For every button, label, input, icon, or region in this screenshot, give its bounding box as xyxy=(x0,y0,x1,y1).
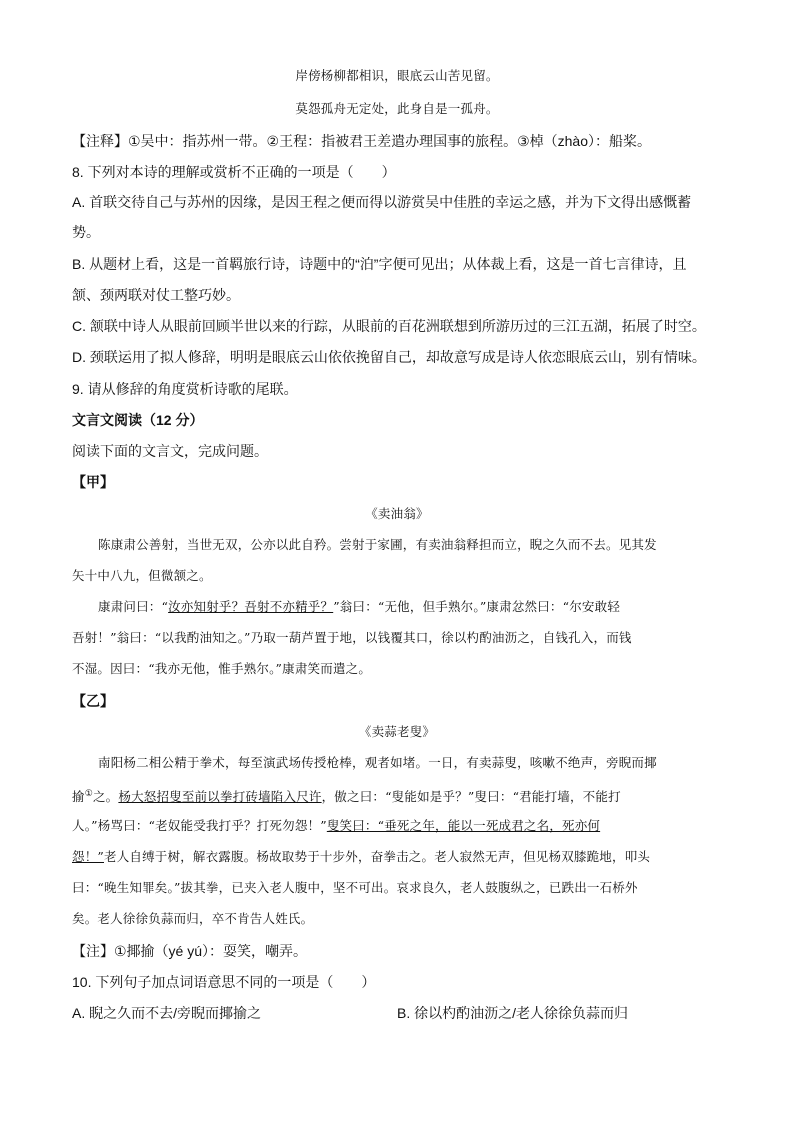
q10-option-a: A. 睨之久而不去/旁睨而揶揄之 xyxy=(72,1005,262,1021)
underlined-sentence: 汝亦知射乎？吾射不亦精乎？ xyxy=(168,599,334,614)
passage-yi-line xyxy=(72,816,722,836)
text-span: 之。 xyxy=(92,789,119,805)
q8-option-d: D. 颈联运用了拟人修辞，明明是眼底云山依依挽留自己，却故意写成是诗人依恋眼底云山，别有情味。 xyxy=(72,349,706,365)
poem-line-4: 莫怨孤舟无定处，此身自是一孤舟。 xyxy=(295,101,499,116)
text-span: ”翁曰：“无他，但手熟尔。”康肃忿然曰：“尔安敢轻 xyxy=(333,599,621,614)
text-span: 揄 xyxy=(72,789,85,805)
q10-stem: 10. 下列句子加点词语意思不同的一项是（ ） xyxy=(72,974,376,990)
passage-jia-line: 陈康肃公善射，当世无双，公亦以此自矜。尝射于家圃，有卖油翁释担而立，睨之久而不去。见其发 xyxy=(98,537,657,552)
q8-stem: 8. 下列对本诗的理解或赏析不正确的一项是（ ） xyxy=(72,164,396,180)
passage-yi-line: 矣。老人徐徐负蒜而归，卒不肯告人姓氏。 xyxy=(72,911,314,926)
passage-yi-title: 《卖蒜老叟》 xyxy=(358,724,436,739)
passage-jia-line: 矢十中八九，但微颔之。 xyxy=(72,568,212,583)
underlined-sentence: 杨大怒招叟至前以拳打砖墙陷入尺许 xyxy=(118,789,322,805)
footnote-marker: ① xyxy=(84,789,93,799)
passage-jia-line: 不湿。因曰：“我亦无他，惟手熟尔。”康肃笑而遣之。 xyxy=(72,661,372,676)
passage-yi-note: 【注】①揶揄（yé yú）：耍笑，嘲弄。 xyxy=(72,943,308,959)
text-span: 老人自缚于树，解衣露腹。杨故取势于十步外，奋拳击之。老人寂然无声，但见杨双膝跪地，叩头 xyxy=(104,849,651,864)
passage-yi-line: 曰：“晚生知罪矣。”拔其拳，已夹入老人腹中，坚不可出。哀求良久，老人鼓腹纵之，已跌出一石桥外 xyxy=(72,880,638,895)
passage-jia-label: 【甲】 xyxy=(72,474,114,490)
passage-jia-title: 《卖油翁》 xyxy=(365,506,429,521)
q8-option-c: C. 颔联中诗人从眼前回顾半世以来的行踪，从眼前的百花洲联想到所游历过的三江五湖，拓展了时空。 xyxy=(72,318,706,334)
passage-yi-label: 【乙】 xyxy=(72,693,114,709)
underlined-sentence: 怨！” xyxy=(72,849,104,864)
passage-jia-line xyxy=(72,597,722,617)
section-instruction: 阅读下面的文言文，完成问题。 xyxy=(72,443,268,459)
underlined-sentence: 叟笑曰：“垂死之年，能以一死成君之名，死亦何 xyxy=(326,818,601,833)
q8-option-a-line2: 势。 xyxy=(72,224,100,240)
poem-note: 【注释】①吴中：指苏州一带。②王程：指被君王差遣办理国事的旅程。③棹（zhào）：船桨。 xyxy=(72,133,652,149)
q9-stem: 9. 请从修辞的角度赏析诗歌的尾联。 xyxy=(72,381,298,397)
text-span: ，傲之曰：“叟能如是乎？”叟曰：“君能打墙，不能打 xyxy=(321,789,621,805)
q10-option-b: B. 徐以杓酌油沥之/老人徐徐负蒜而归 xyxy=(397,1005,629,1021)
q8-option-a-line1: A. 首联交待自己与苏州的因缘，是因王程之便而得以游赏吴中佳胜的幸运之感，并为下文得出感慨蓄 xyxy=(72,194,692,210)
text-span: 人。”杨骂曰：“老奴能受我打乎？打死勿怨！” xyxy=(72,818,327,833)
poem-line-3: 岸傍杨柳都相识，眼底云山苦见留。 xyxy=(295,68,499,83)
q8-option-b-line1: B. 从题材上看，这是一首羁旅行诗，诗题中的“泊”字便可见出；从体裁上看，这是一首七言律诗，且 xyxy=(72,256,687,272)
passage-jia-line: 吾射！”翁曰：“以我酌油知之。”乃取一葫芦置于地，以钱覆其口，徐以杓酌油沥之，自钱孔入，而钱 xyxy=(72,630,632,645)
text-span: 康肃问曰：“ xyxy=(98,599,169,614)
section-title: 文言文阅读（12 分） xyxy=(72,412,204,428)
passage-yi-line: 南阳杨二相公精于拳术，每至演武场传授枪棒，观者如堵。一日，有卖蒜叟，咳嗽不绝声，旁睨而揶 xyxy=(98,755,657,770)
q8-option-b-line2: 颔、颈两联对仗工整巧妙。 xyxy=(72,287,240,303)
passage-yi-line xyxy=(72,847,722,867)
passage-yi-line xyxy=(72,784,722,807)
